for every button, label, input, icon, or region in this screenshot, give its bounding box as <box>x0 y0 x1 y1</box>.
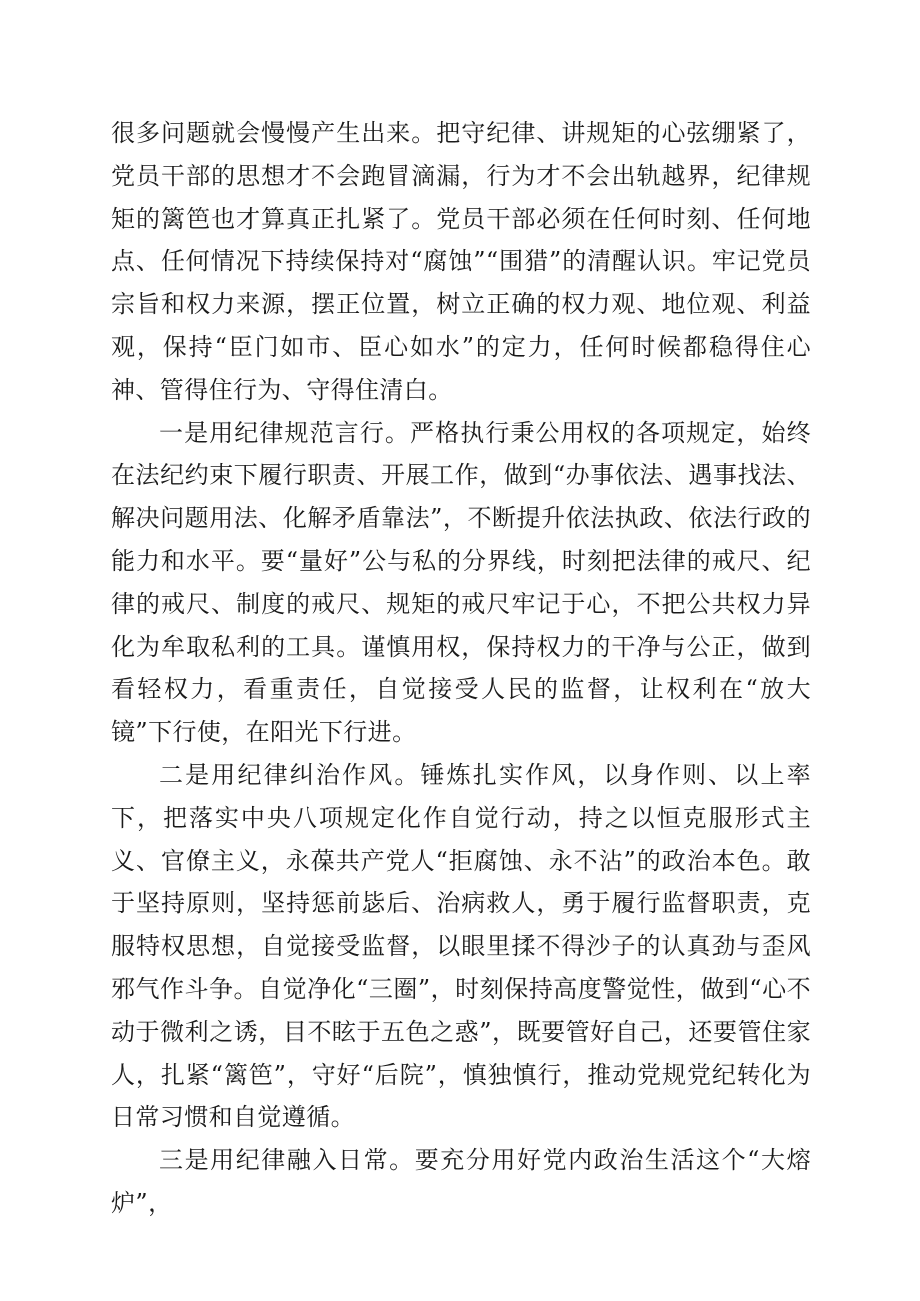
paragraph-point-three: 三是用纪律融入日常。要充分用好党内政治生活这个“大熔炉”， <box>111 1146 811 1217</box>
paragraph-point-one: 一是用纪律规范言行。严格执行秉公用权的各项规定，始终在法纪约束下履行职责、开展工作，做到“办事依法、遇事找法、解决问题用法、化解矛盾靠法”，不断提升依法执政、依法行政的能力和水平。要“量好”公与私的分界线，时刻把法律的戒尺、纪律的戒尺、制度的戒尺、规矩的戒尺牢记于心，不把公共权力异化为牟取私利的工具。谨慎用权，保持权力的干净与公正，做到看轻权力，看重责任，自觉接受人民的监督，让权利在“放大镜”下行使，在阳光下行进。 <box>111 418 811 747</box>
paragraph-point-two: 二是用纪律纠治作风。锤炼扎实作风，以身作则、以上率下，把落实中央八项规定化作自觉行动，持之以恒克服形式主义、官僚主义，永葆共产党人“拒腐蚀、永不沾”的政治本色。敢于坚持原则，坚持惩前毖后、治病救人，勇于履行监督职责，克服特权思想，自觉接受监督，以眼里揉不得沙子的认真劲与歪风邪气作斗争。自觉净化“三圈”，时刻保持高度警觉性，做到“心不动于微利之诱，目不眩于五色之惑”，既要管好自己，还要管住家人，扎紧“篱笆”，守好“后院”，慎独慎行，推动党规党纪转化为日常习惯和自觉遵循。 <box>111 760 811 1132</box>
paragraph-continuation: 很多问题就会慢慢产生出来。把守纪律、讲规矩的心弦绷紧了，党员干部的思想才不会跑冒滴漏，行为才不会出轨越界，纪律规矩的篱笆也才算真正扎紧了。党员干部必须在任何时刻、任何地点、任何情况下持续保持对“腐蚀”“围猎”的清醒认识。牢记党员宗旨和权力来源，摆正位置，树立正确的权力观、地位观、利益观，保持“臣门如市、臣心如水”的定力，任何时候都稳得住心神、管得住行为、守得住清白。 <box>111 119 811 404</box>
document-body <box>111 112 811 1225</box>
